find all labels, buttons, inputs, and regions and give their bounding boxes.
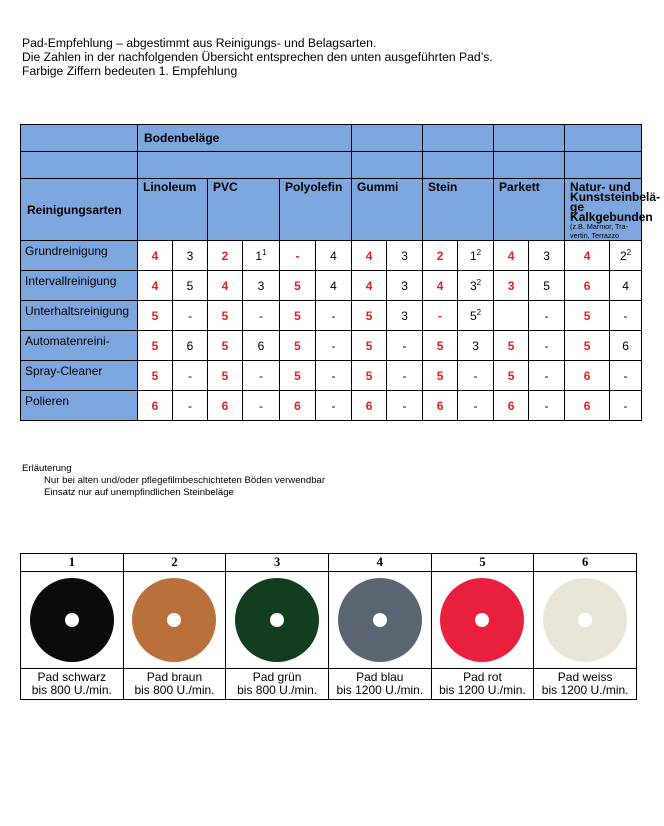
pad-speed: bis 1200 U./min. (336, 683, 424, 697)
table-cell (494, 271, 529, 301)
table-cell (280, 361, 316, 391)
intro-text (22, 36, 493, 78)
table-cell (243, 331, 280, 361)
pad-caption (328, 669, 431, 700)
material-pvc: PVC (208, 179, 280, 241)
pad-disc-icon (235, 578, 319, 662)
pad-disc-icon (30, 578, 114, 662)
table-cell (243, 361, 280, 391)
table-cell (610, 331, 642, 361)
cell-value: 5 (221, 368, 229, 383)
table-cell (138, 241, 173, 271)
table-cell (280, 331, 316, 361)
table-cell (280, 301, 316, 331)
cell-value: - (188, 368, 192, 383)
bodenbelaege-header: Bodenbeläge (138, 125, 352, 152)
table-row (21, 301, 642, 331)
legend-title: Erläuterung (22, 463, 72, 474)
cell-value: 5 (294, 308, 301, 323)
table-cell (173, 391, 208, 421)
table-cell (423, 331, 458, 361)
reinigungsarten-header: Reinigungsarten (21, 179, 138, 241)
cell-value: 3 (186, 248, 194, 263)
table-cell (138, 301, 173, 331)
table-cell (316, 301, 352, 331)
table-cell (280, 241, 316, 271)
pad-image-cell (328, 572, 431, 669)
table-cell (565, 301, 610, 331)
pad-name: Pad weiss (557, 670, 613, 684)
cell-value: 3 (401, 248, 408, 263)
cell-value: 5 (151, 368, 159, 383)
table-cell (423, 241, 458, 271)
pad-disc-icon (132, 578, 216, 662)
table-cell (565, 241, 610, 271)
pad-number: 6 (534, 554, 637, 572)
cell-value: - (473, 398, 478, 413)
cell-value: 3 (257, 278, 265, 293)
cell-value: - (473, 368, 478, 383)
table-cell (138, 391, 173, 421)
table-cell (352, 391, 387, 421)
cell-value: 5 (436, 368, 444, 383)
table-cell (610, 241, 642, 271)
cell-value: - (188, 398, 192, 413)
pad-name: Pad grün (252, 670, 302, 684)
pad-caption (226, 669, 329, 700)
table-cell (387, 361, 423, 391)
row-label: Intervallreinigung (21, 271, 138, 301)
cell-value: 4 (622, 278, 629, 293)
cell-value: 6 (365, 398, 373, 413)
pad-caption (21, 669, 124, 700)
pad-disc-icon (338, 578, 422, 662)
footnote-marker: 2 (626, 248, 632, 257)
pad-number: 1 (21, 554, 124, 572)
intro-line-3: Farbige Ziffern bedeuten 1. Empfehlung (22, 64, 238, 78)
table-cell (610, 301, 642, 331)
table-cell (316, 271, 352, 301)
table-cell (352, 271, 387, 301)
table-cell (387, 271, 423, 301)
table-cell (494, 301, 529, 331)
cell-value: 5 (365, 308, 373, 323)
cell-value: 4 (365, 248, 373, 263)
row-label: Unterhaltsreinigung (21, 301, 138, 331)
cell-value: - (259, 308, 263, 323)
table-cell (173, 271, 208, 301)
cell-value: 5 (436, 338, 444, 353)
cell-value: 5 (186, 278, 194, 293)
cell-value: 6 (257, 338, 265, 353)
cell-value: 3 (469, 279, 477, 293)
cell-value: 5 (507, 368, 515, 383)
table-cell (565, 331, 610, 361)
table-cell (529, 361, 565, 391)
cell-value: 2 (619, 249, 627, 263)
table-cell (243, 241, 280, 271)
cell-value: 5 (365, 368, 373, 383)
table-cell (243, 271, 280, 301)
table-cell (387, 391, 423, 421)
table-cell (458, 271, 494, 301)
table-cell (280, 271, 316, 301)
row-label: Spray-Cleaner (21, 361, 138, 391)
intro-line-2: Die Zahlen in der nachfolgenden Übersicht entsprechen den unten ausgeführten Pad’s. (22, 50, 493, 64)
cell-value: 6 (186, 338, 194, 353)
cell-value: - (402, 338, 407, 353)
table-cell (423, 391, 458, 421)
cell-value: 3 (401, 308, 408, 323)
cell-value: - (438, 308, 443, 323)
pad-image-cell (431, 572, 534, 669)
pad-image-cell (226, 572, 329, 669)
pad-number: 4 (328, 554, 431, 572)
material-naturstein-label: Natur- und Kunststeinbelä-ge Kalkgebunden (570, 180, 661, 224)
cell-value: 6 (507, 398, 515, 413)
table-cell (352, 301, 387, 331)
cell-value: - (331, 398, 336, 413)
pad-number: 3 (226, 554, 329, 572)
cell-value: 6 (622, 338, 629, 353)
pad-speed: bis 800 U./min. (237, 683, 318, 697)
cell-value: 5 (507, 338, 515, 353)
table-cell (173, 331, 208, 361)
cell-value: - (402, 398, 407, 413)
table-row (21, 331, 642, 361)
material-linoleum: Linoleum (138, 179, 208, 241)
table-cell (243, 301, 280, 331)
pad-number: 5 (431, 554, 534, 572)
matrix-body (21, 241, 642, 421)
cell-value: - (623, 398, 628, 413)
table-cell (208, 301, 243, 331)
table-cell (138, 331, 173, 361)
cell-value: 4 (151, 278, 159, 293)
table-cell (494, 241, 529, 271)
cell-value: 3 (401, 278, 408, 293)
footnote-marker: 2 (476, 308, 482, 317)
cell-value: 6 (294, 398, 301, 413)
table-cell (316, 241, 352, 271)
cell-value: 1 (469, 249, 477, 263)
table-cell (173, 241, 208, 271)
table-cell (458, 331, 494, 361)
pad-name: Pad schwarz (37, 670, 107, 684)
cell-value: 6 (436, 398, 444, 413)
table-row (21, 271, 642, 301)
cell-value: - (544, 308, 549, 323)
table-cell (494, 331, 529, 361)
table-cell (458, 361, 494, 391)
table-cell (423, 301, 458, 331)
cell-value: 1 (255, 249, 263, 263)
pad-name: Pad braun (146, 670, 203, 684)
table-row (21, 391, 642, 421)
table-row (21, 361, 642, 391)
cell-value: - (402, 368, 407, 383)
table-cell (173, 361, 208, 391)
table-cell (208, 361, 243, 391)
cell-value: 5 (294, 278, 301, 293)
table-cell (610, 391, 642, 421)
cell-value: 3 (543, 248, 550, 263)
table-cell (173, 301, 208, 331)
cell-value: 5 (294, 368, 301, 383)
cell-value: - (544, 338, 549, 353)
row-label: Automatenreini- (21, 331, 138, 361)
table-cell (316, 391, 352, 421)
intro-line-1: Pad-Empfehlung – abgestimmt aus Reinigungs- und Belagsarten. (22, 36, 377, 50)
pad-speed: bis 1200 U./min. (541, 683, 629, 697)
table-cell (387, 241, 423, 271)
cell-value: 5 (151, 308, 159, 323)
table-cell (316, 331, 352, 361)
footnote-marker: 1 (262, 248, 267, 257)
cell-value: 4 (365, 278, 373, 293)
row-label: Grundreinigung (21, 241, 138, 271)
cell-value: 5 (221, 338, 229, 353)
pad-disc-icon (543, 578, 627, 662)
pad-caption (123, 669, 226, 700)
cell-value: 5 (365, 338, 373, 353)
table-cell (280, 391, 316, 421)
table-cell (565, 361, 610, 391)
cell-value: 4 (583, 248, 591, 263)
cell-value: 6 (583, 368, 591, 383)
table-cell (494, 361, 529, 391)
table-cell (208, 391, 243, 421)
material-naturstein-note: (z.B. Marmor, Tra-vertin, Terrazzo (570, 222, 628, 240)
cell-value: - (259, 368, 263, 383)
cell-value: 6 (583, 278, 591, 293)
cell-value: 5 (583, 338, 591, 353)
cell-value: 4 (330, 248, 337, 263)
cell-value: 2 (221, 248, 229, 263)
table-cell (138, 361, 173, 391)
cell-value: 4 (221, 278, 229, 293)
cell-value: 3 (507, 278, 515, 293)
cell-value: 5 (151, 338, 159, 353)
cell-value: 2 (436, 248, 444, 263)
pads-table (20, 553, 637, 700)
pad-recommendation-table (20, 124, 661, 421)
table-cell (610, 271, 642, 301)
cell-value: 6 (151, 398, 159, 413)
pad-speed: bis 1200 U./min. (439, 683, 526, 697)
table-cell (138, 271, 173, 301)
pad-image-cell (534, 572, 637, 669)
pad-image-cell (21, 572, 124, 669)
cell-value: - (295, 248, 300, 263)
cell-value: 5 (294, 338, 301, 353)
table-cell (352, 331, 387, 361)
table-cell (529, 301, 565, 331)
cell-value: 6 (583, 398, 591, 413)
cell-value: 4 (151, 248, 159, 263)
cell-value: 5 (583, 308, 591, 323)
pad-name: Pad rot (463, 670, 502, 684)
table-cell (565, 391, 610, 421)
legend-line-2: Einsatz nur auf unempfindlichen Steinbeläge (44, 487, 234, 498)
material-polyolefin: Polyolefin (280, 179, 352, 241)
table-cell (208, 241, 243, 271)
cell-value: - (623, 368, 628, 383)
cell-value: - (331, 338, 336, 353)
legend-line-1: Nur bei alten und/oder pflegefilmbeschichteten Böden verwendbar (44, 475, 326, 486)
row-label: Polieren (21, 391, 138, 421)
table-cell (494, 391, 529, 421)
table-cell (458, 301, 494, 331)
table-cell (208, 271, 243, 301)
table-cell (529, 391, 565, 421)
pad-caption (534, 669, 637, 700)
table-cell (610, 361, 642, 391)
cell-value: 4 (507, 248, 515, 263)
pad-name: Pad blau (356, 670, 404, 684)
table-cell (423, 361, 458, 391)
cell-value: 3 (472, 338, 479, 353)
table-cell (352, 361, 387, 391)
cell-value: 5 (469, 309, 477, 323)
table-cell (529, 241, 565, 271)
pad-caption (431, 669, 534, 700)
cell-value: 6 (221, 398, 229, 413)
cell-value: - (623, 308, 628, 323)
table-cell (529, 271, 565, 301)
cell-value: - (331, 308, 336, 323)
cell-value: 4 (330, 278, 337, 293)
footnote-marker: 2 (476, 278, 482, 287)
table-cell (316, 361, 352, 391)
table-row (21, 241, 642, 271)
table-cell (243, 391, 280, 421)
table-cell (565, 271, 610, 301)
table-cell (423, 271, 458, 301)
cell-value: 5 (221, 308, 229, 323)
material-parkett: Parkett (494, 179, 565, 241)
cell-value: - (544, 368, 549, 383)
pad-speed: bis 800 U./min. (134, 683, 215, 697)
cell-value: 5 (543, 278, 550, 293)
cell-value: - (331, 368, 336, 383)
pad-number: 2 (123, 554, 226, 572)
cell-value: - (188, 308, 192, 323)
material-naturstein (565, 179, 661, 241)
pad-disc-icon (440, 578, 524, 662)
material-stein: Stein (423, 179, 494, 241)
footnote-marker: 2 (476, 248, 482, 257)
legend (22, 463, 325, 499)
cell-value: - (259, 398, 263, 413)
table-cell (352, 241, 387, 271)
pad-speed: bis 800 U./min. (31, 683, 112, 697)
table-cell (387, 301, 423, 331)
table-cell (529, 331, 565, 361)
table-cell (458, 391, 494, 421)
table-cell (208, 331, 243, 361)
material-gummi: Gummi (352, 179, 423, 241)
cell-value: - (544, 398, 549, 413)
pad-image-cell (123, 572, 226, 669)
table-cell (387, 331, 423, 361)
table-cell (458, 241, 494, 271)
cell-value: 4 (436, 278, 444, 293)
